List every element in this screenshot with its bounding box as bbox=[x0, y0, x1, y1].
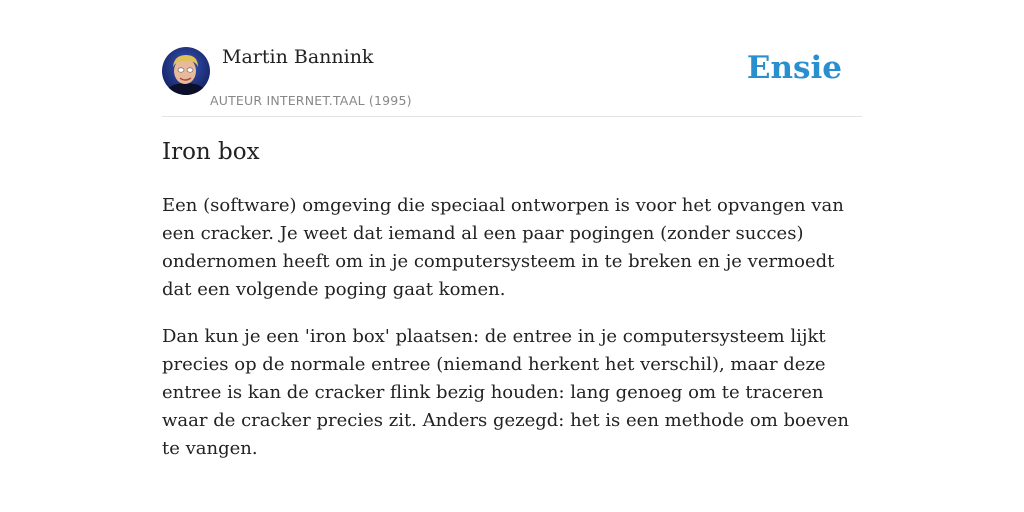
author-meta: AUTEUR INTERNET.TAAL (1995) bbox=[210, 93, 412, 108]
portrait-avatar-icon bbox=[162, 47, 210, 95]
brand-logo[interactable]: Ensie bbox=[746, 50, 842, 86]
entry-body bbox=[162, 192, 862, 482]
entry-header bbox=[162, 44, 862, 117]
entry-paragraph: Een (software) omgeving die speciaal ontworpen is voor het opvangen van een cracker. Je weet dat iemand al een paar pogingen (zonder succes) ondernomen heeft om in je computersysteem in te breken en je vermoedt dat een volgende poging gaat komen. bbox=[162, 195, 844, 300]
entry-title: Iron box bbox=[162, 139, 260, 165]
entry-paragraph: Dan kun je een 'iron box' plaatsen: de entree in je computersysteem lijkt precies op de normale entree (niemand herkent het verschil), maar deze entree is kan de cracker flink bezig houden: lang genoeg om te traceren waar de cracker precies zit. Anders gezegd: het is een methode om boeven te vangen. bbox=[162, 326, 849, 459]
author-name[interactable]: Martin Bannink bbox=[222, 46, 374, 68]
avatar[interactable] bbox=[162, 47, 210, 95]
